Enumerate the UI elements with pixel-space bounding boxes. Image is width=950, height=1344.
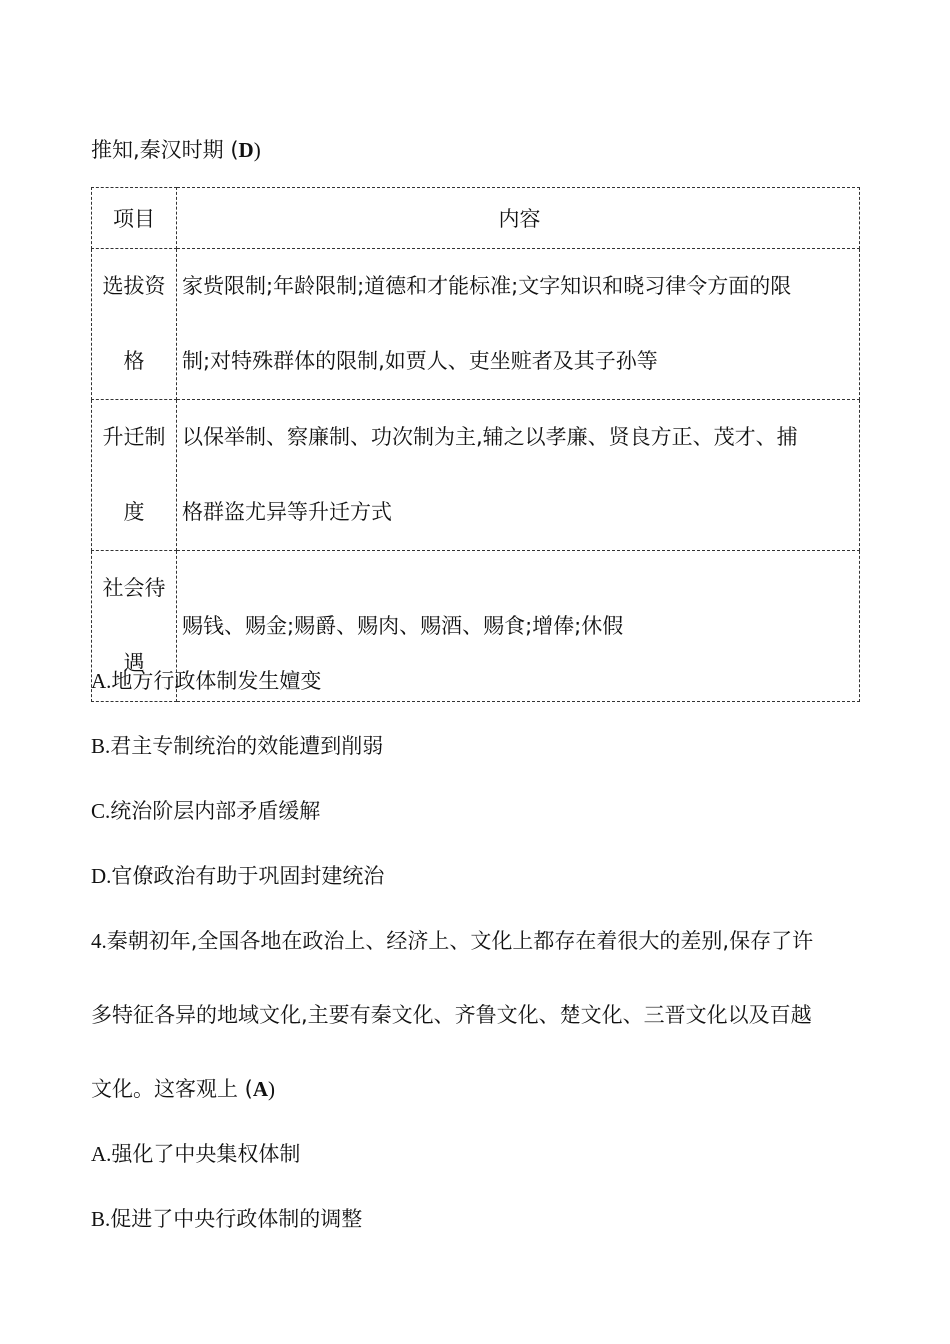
row-value-selection	[177, 249, 860, 400]
option-letter: A.	[91, 1142, 112, 1166]
question-3-stem	[91, 135, 261, 165]
option-text: 强化了中央集权体制	[111, 1142, 301, 1166]
question-4-text: 多特征各异的地域文化,主要有秦文化、齐鲁文化、楚文化、三晋文化以及百越	[91, 1003, 812, 1027]
row-key-line: 度	[123, 500, 145, 524]
question-3-close-paren: )	[253, 138, 261, 162]
q3-option-b[interactable]	[91, 731, 383, 761]
row-value-line: 制;对特殊群体的限制,如贾人、吏坐赃者及其子孙等	[182, 349, 658, 373]
row-value-line: 家赀限制;年龄限制;道德和才能标准;文字知识和晓习律令方面的限	[182, 274, 792, 298]
question-4-close-paren: )	[268, 1077, 276, 1101]
table-header-row	[92, 188, 860, 249]
q3-option-c[interactable]	[91, 796, 320, 826]
q3-option-a[interactable]	[91, 666, 321, 696]
q3-option-d[interactable]	[91, 861, 384, 891]
question-4-answer: A	[252, 1077, 269, 1101]
option-text: 统治阶层内部矛盾缓解	[110, 799, 321, 823]
question-4-number: 4.	[91, 929, 107, 953]
row-key-line: 升迁制	[102, 425, 166, 449]
row-value-promotion	[177, 400, 860, 551]
header-content: 内容	[177, 188, 860, 249]
option-letter: B.	[91, 1207, 111, 1231]
option-text: 官僚政治有助于巩固封建统治	[111, 864, 385, 888]
question-3-answer: D	[238, 138, 254, 162]
row-value-line: 以保举制、察廉制、功次制为主,辅之以孝廉、贤良方正、茂才、捕	[182, 425, 798, 449]
option-letter: B.	[91, 734, 111, 758]
q4-option-b[interactable]	[91, 1204, 362, 1234]
option-letter: D.	[91, 864, 112, 888]
option-letter: A.	[91, 669, 112, 693]
row-key-promotion	[92, 400, 177, 551]
row-value-line: 赐钱、赐金;赐爵、赐肉、赐酒、赐食;增俸;休假	[182, 614, 624, 638]
row-key-selection	[92, 249, 177, 400]
row-key-line: 社会待	[102, 576, 166, 600]
option-text: 地方行政体制发生嬗变	[111, 669, 322, 693]
table-row	[92, 400, 860, 551]
row-value-line: 格群盗尤异等升迁方式	[182, 500, 392, 524]
official-system-table	[91, 187, 860, 702]
question-4-text: 文化。这客观上 (	[91, 1077, 253, 1101]
table-row	[92, 249, 860, 400]
row-key-line: 遇	[123, 651, 145, 675]
question-4-line-2	[91, 1000, 812, 1030]
q4-option-a[interactable]	[91, 1139, 300, 1169]
header-item: 项目	[92, 188, 177, 249]
question-4-text: 秦朝初年,全国各地在政治上、经济上、文化上都存在着很大的差别,保存了许	[106, 929, 814, 953]
row-key-line: 格	[123, 349, 145, 373]
option-text: 促进了中央行政体制的调整	[110, 1207, 363, 1231]
question-4-line-3	[91, 1074, 275, 1104]
option-text: 君主专制统治的效能遭到削弱	[110, 734, 384, 758]
question-3-stem-text: 推知,秦汉时期 (	[91, 138, 239, 162]
option-letter: C.	[91, 799, 111, 823]
row-key-line: 选拔资	[102, 274, 166, 298]
question-4-line-1	[91, 926, 813, 956]
